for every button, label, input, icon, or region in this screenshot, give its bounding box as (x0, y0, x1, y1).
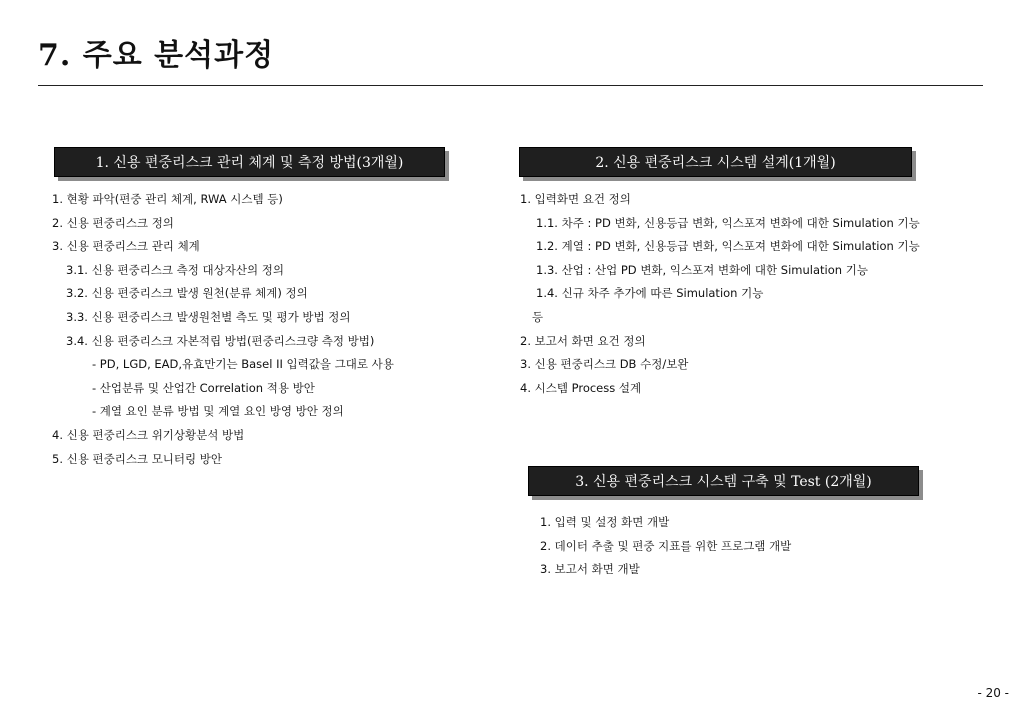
list-item: 3. 보고서 화면 개발 (540, 562, 640, 577)
list-item: - 계열 요인 분류 방법 및 계열 요인 방영 방안 정의 (92, 404, 344, 419)
list-item: 4. 시스템 Process 설계 (520, 380, 642, 395)
list-item: 1.1. 차주 : PD 변화, 신용등급 변화, 익스포져 변화에 대한 Simulation 기능 (536, 215, 920, 230)
list-item: 2. 보고서 화면 요건 정의 (520, 333, 646, 348)
list-item: 3.1. 신용 편중리스크 측정 대상자산의 정의 (66, 262, 284, 277)
section1-list (52, 188, 394, 471)
section2-list (520, 188, 920, 400)
section3-list (540, 511, 791, 582)
list-item: 1.3. 산업 : 산업 PD 변화, 익스포져 변화에 대한 Simulation 기능 (536, 262, 868, 277)
list-item: - 산업분류 및 산업간 Correlation 적용 방안 (92, 380, 315, 395)
list-item: 3. 신용 편중리스크 DB 수정/보완 (520, 357, 689, 372)
list-item: 등 (532, 309, 544, 324)
list-item: 3.4. 신용 편중리스크 자본적립 방법(편중리스크량 측정 방법) (66, 333, 375, 348)
section2-header: 2. 신용 편중리스크 시스템 설계(1개월) (519, 147, 912, 177)
section1-header: 1. 신용 편중리스크 관리 체계 및 측정 방법(3개월) (54, 147, 445, 177)
list-item: 1. 입력 및 설정 화면 개발 (540, 515, 670, 529)
list-item: 3.2. 신용 편중리스크 발생 원천(분류 체계) 정의 (66, 286, 308, 301)
list-item: 2. 데이터 추출 및 편중 지표를 위한 프로그램 개발 (540, 538, 792, 553)
list-item: 3. 신용 편중리스크 관리 체계 (52, 239, 200, 254)
title-divider (38, 85, 983, 86)
list-item: 1.4. 신규 차주 추가에 따른 Simulation 기능 (536, 286, 764, 301)
page-number: - 20 - (977, 686, 1009, 700)
page-title: 7. 주요 분석과정 (38, 38, 275, 73)
list-item: 2. 신용 편중리스크 정의 (52, 215, 174, 230)
list-item: 1.2. 계열 : PD 변화, 신용등급 변화, 익스포져 변화에 대한 Simulation 기능 (536, 239, 920, 254)
list-item: 4. 신용 편중리스크 위기상황분석 방법 (52, 427, 245, 442)
section3-header: 3. 신용 편중리스크 시스템 구축 및 Test (2개월) (528, 466, 919, 496)
list-item: 5. 신용 편중리스크 모니터링 방안 (52, 451, 223, 466)
list-item: 3.3. 신용 편중리스크 발생원천별 측도 및 평가 방법 정의 (66, 309, 351, 324)
list-item: - PD, LGD, EAD,유효만기는 Basel II 입력값을 그대로 사용 (92, 357, 394, 372)
list-item: 1. 현황 파악(편중 관리 체계, RWA 시스템 등) (52, 192, 283, 206)
list-item: 1. 입력화면 요건 정의 (520, 192, 631, 206)
